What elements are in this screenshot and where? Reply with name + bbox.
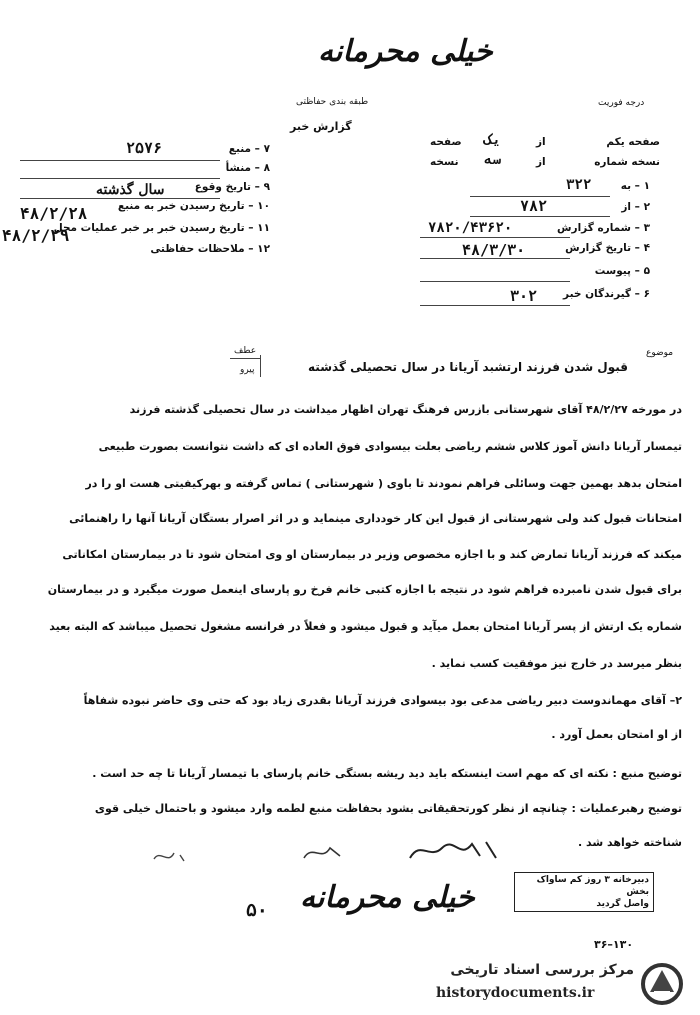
field-value-received: ۴۸/۲/۲۸ xyxy=(20,204,88,223)
field-label: نسخه شماره xyxy=(594,156,660,168)
field-label: ۱۰ – تاریخ رسیدن خبر به منبع xyxy=(117,200,270,212)
field-label: صفحه یکم xyxy=(606,136,660,148)
subject-label: موضوع xyxy=(646,348,674,358)
field-value-copy: سه xyxy=(484,152,501,168)
field-value-recipients: ۳۰۲ xyxy=(510,287,538,305)
operator-note: توضیح رهبرعملیات : چنانچه از نظر کورتحقیقاتی بشود بحفاظت منبع لطمه وارد میشود و باحتمال خیلی قوی xyxy=(94,802,682,815)
field-label: ۱۲ – ملاحظات حفاظتی xyxy=(150,243,270,255)
initials-mark xyxy=(300,838,350,868)
field-value-date: سال گذشته xyxy=(96,182,165,198)
field-mid: از xyxy=(536,136,546,148)
bottom-mark: ۵۰ xyxy=(246,900,268,921)
field-label: ۴ – تاریخ گزارش xyxy=(565,242,650,254)
field-label: ۸ – منشأ xyxy=(225,162,270,174)
field-mid: از xyxy=(536,156,546,168)
top-classification-stamp: خیلی محرمانه xyxy=(318,34,493,69)
field-value-report-no: ۷۸۲۰/۴۳۶۲۰ xyxy=(428,220,513,236)
watermark-logo-icon xyxy=(638,962,688,1006)
page-code: ۳۶–۱۳۰ xyxy=(594,938,634,951)
field-label: ۹ – تاریخ وقوع xyxy=(194,181,270,193)
source-note: توضیح منبع : نکته ای که مهم است اینستکه باید دید ریشه بستگی خانم پارسای با تیمسار آریانا تا چه حد است . xyxy=(92,767,682,780)
classification-label: طبقه بندی حفاظتی xyxy=(296,97,369,107)
urgency-label: درجه فوریت xyxy=(598,98,645,108)
body-line: تیمسار آریانا دانش آموز کلاس ششم ریاضی بعلت بیسوادی فوق العاده ای که داشت نتوانست بصورت طبیعی xyxy=(98,440,682,453)
watermark-name: مرکز بررسی اسناد تاریخی xyxy=(450,962,634,978)
follow-up-label: پیرو xyxy=(240,365,255,375)
reference-label: عطف xyxy=(234,346,257,356)
field-label: ۱ – به xyxy=(620,180,650,192)
stamp-line: بخش xyxy=(626,887,649,897)
body-line: میکند که فرزند آریانا تمارض کند و با اجازه مخصوص وزیر در بیمارستان او وی امتحان شود تا در بیمارستان امکاناتی xyxy=(62,548,682,561)
field-value-report-date: ۴۸/۳/۳۰ xyxy=(462,241,526,259)
operator-note-end: شناخته خواهد شد . xyxy=(578,836,682,849)
body-line: بنظر میرسد در خارج نیز موفقیت کسب نماید . xyxy=(431,657,682,670)
body-line: امتحان بدهد بهمین جهت وسائلی فراهم نمودند تا باوی ( شهرستانی ) تماس گرفته و بهرکیفیتی هست او را در xyxy=(85,477,682,490)
body-line: امتحانات قبول کند ولی شهرستانی از قبول این کار خودداری مینماید و در اثر اصرار بستگان آریانا آنها را راهنمائی xyxy=(69,512,682,525)
field-value-source: ۲۵۷۶ xyxy=(126,139,163,157)
field-value-from: ۷۸۲ xyxy=(520,197,548,215)
body-line: ۲– آقای مهماندوست دبیر ریاضی مدعی بود بیسوادی فرزند آریانا بقدری زیاد بود که حتی وی حاضر نبوده شفاهاً xyxy=(83,694,682,707)
field-label: ۳ – شماره گزارش xyxy=(557,222,650,234)
watermark-url: historydocuments.ir xyxy=(436,985,595,1001)
signature xyxy=(400,830,520,870)
small-mark xyxy=(150,845,190,869)
subject-text: قبول شدن فرزند ارتشبد آریانا در سال تحصیلی گذشته xyxy=(308,360,628,374)
stamp-line: دبیرخانه ۳ روز کم ساواک xyxy=(536,875,649,885)
field-value-ops: ۴۸/۲/۲۹ xyxy=(2,226,70,245)
report-title: گزارش خبر xyxy=(290,120,352,133)
body-line: از او امتحان بعمل آورد . xyxy=(551,728,682,741)
field-end: صفحه xyxy=(430,136,462,148)
stamp-line: واصل گردید xyxy=(596,899,649,909)
field-label: ۷ – منبع xyxy=(228,143,270,155)
body-line: شماره یک ارتش از پسر آریانا امتحان بعمل میآید و قبول میشود و فعلاً در فرانسه مشغول تحصیل میباشد که البته بعید xyxy=(49,620,682,633)
field-label: ۵ – پیوست xyxy=(594,265,650,277)
body-line: برای قبول شدن نامبرده فراهم شود در نتیجه با اجازه کتبی خانم فرخ رو پارسای اینعمل صورت میگیرد و در بیمارستان xyxy=(47,583,682,596)
field-label: ۱۱ – تاریخ رسیدن خبر بر خبر عملیات محل xyxy=(53,222,270,234)
receipt-stamp xyxy=(514,872,654,912)
field-label: ۲ – از xyxy=(621,201,650,213)
field-value-to: ۳۲۲ xyxy=(566,177,592,193)
field-end: نسخه xyxy=(430,156,459,168)
bottom-classification-stamp: خیلی محرمانه xyxy=(300,880,475,915)
field-value-page: یک xyxy=(484,132,501,148)
body-line: در مورخه ۴۸/۲/۲۷ آقای شهرستانی بازرس فرهنگ تهران اظهار میداشت در سال تحصیلی گذشته فرزند xyxy=(129,403,682,416)
field-label: ۶ – گیرندگان خبر xyxy=(563,288,650,300)
